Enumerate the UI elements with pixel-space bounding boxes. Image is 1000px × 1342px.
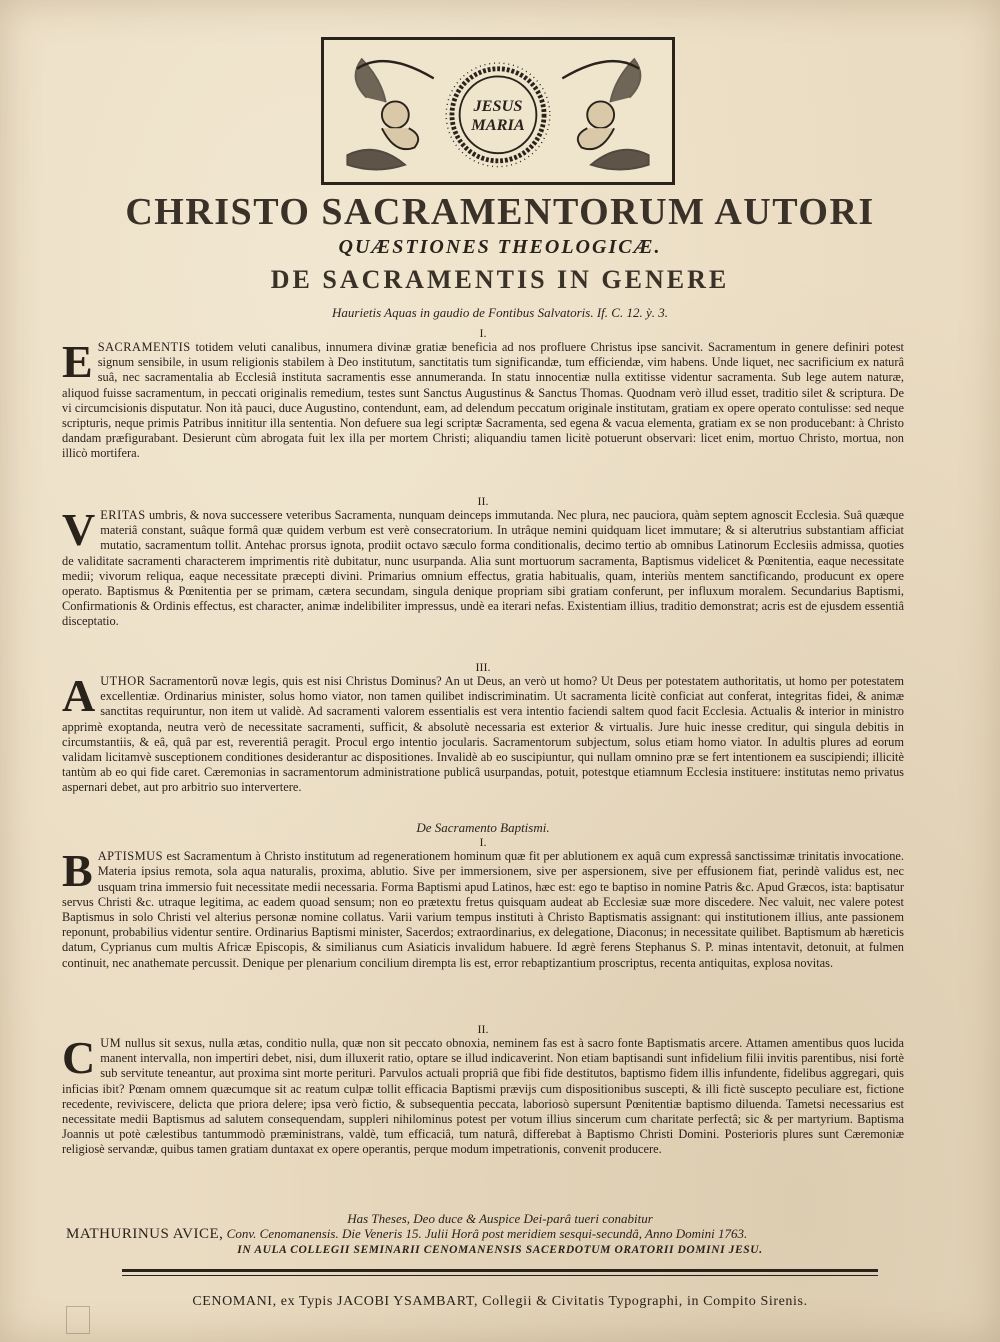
- section-number: III.: [475, 660, 491, 674]
- section-1: [62, 326, 904, 462]
- drop-cap: C: [62, 1032, 96, 1083]
- section-number: I.: [479, 326, 487, 340]
- section-number: I.: [479, 835, 487, 850]
- left-cherub-icon: [347, 59, 433, 169]
- baptism-heading: De Sacramento Baptismi.: [416, 820, 550, 835]
- defense-details: Conv. Cenomanensis. Die Veneris 15. Julii Horâ post meridiem sesqui-secundâ, Anno Domini 1763.: [226, 1226, 748, 1241]
- section-paragraph: [62, 504, 904, 630]
- baptism-section-2: [62, 1022, 904, 1158]
- drop-cap: A: [62, 670, 96, 721]
- paragraph-text: Sacramentorũ novæ legis, quis est nisi Christus Dominus? An ut Deus, an verò ut homo? Ut Deus per potestatem authoritatis, ut homo per potestatem excellentiæ. Ordinarius minister, solus homo viator, non tamen quilibet indiscriminatim. Ut sacramenta licitè conficiat aut conferat, integritas fidei, & animæ sanctitas requiruntur, non item ut validè. Ad sacramenti valorem essentialis est vera intentio faciendi saltem quod facit Ecclesia. Actualis & interior in ministro apprimè exoptanda, neutra verò de necessitate sacramenti, sufficit, & absolutè necessaria est exterior & virtualis. Jure huic inesse creditur, qui singula debitis in circumstantiis, & eâ, quâ par est, reverentiâ peragit. Procul ergo intentio jocularis. Sacramentorum subjectum, solus etiam homo viator. In adultis plures ad eorum validam licitamvè susceptionem conditiones desiderantur ac dispositiones. Invalidè ab eo suscipiuntur, qui nullam omnino præ se fert intentionem ea suscipiendi; illicitè tantùm ab eo qui fide caret. Cæremonias in sacramentorum administratione publicâ usurpandas, potuit, potestque etiamnum Ecclesia instituere: institutas nemo privatus aspernari debet, aut pro arbitrio suo intervertere.: [62, 674, 904, 795]
- paragraph-text: nullus sit sexus, nulla ætas, conditio nulla, quæ non sit peccato obnoxia, neminem fas est à sacro fonte Baptismatis arcere. Attamen amentibus quos lucida manent intervalla, non impertiri debet, nisi, dum illuxerit ratio, optare se illud indicaverint. Non etiam baptisandi sunt infidelium filii invitis parentibus, nisi fortè sub servitute teneantur, aut proxima sint morte perituri. Parvulos actuali propriâ que fibi fide destitutos, baptismo fidem illis infundente, fidelibus aggregari, quis inficias ibit? Pœnam omnem quæcumque sit ac reatum culpæ tollit efficacia Baptismi prævijs cum dispositionibus suscepti, & illi fictè suscepto peculiare est, fictione recedente, reviviscere, delicta que priora delere; ipsa verò fictio, & subsequentia peccata, laboriosò supersunt Pœnitentiæ baptismo diluenda. Tametsi necessarius est necessitate medii Baptismus ad salutem consequendam, suppleri nihilominus potest per votum illius sincerum cum charitate perfectâ; sic & per martyrium. Baptisma Joannis ut potè cælestibus tantummodò præministrans, valdè, tum efficaciâ, tum naturâ, differebat à Baptismo Christi Domini. Posterioris plures sunt Cæremoniæ religiosè servandæ, quibus tamen gratiam duntaxat ex opere operantis, perque modum impetrationis, convenit producere.: [62, 1036, 904, 1157]
- section-2: [62, 494, 904, 630]
- section-3: [62, 660, 904, 796]
- lead-word: UTHOR: [100, 674, 146, 688]
- lead-word: SACRAMENTIS: [97, 340, 191, 354]
- defendant-name: MATHURINUS AVICE,: [66, 1226, 224, 1242]
- lead-word: ERITAS: [100, 508, 146, 522]
- lead-word: UM: [100, 1036, 122, 1050]
- section-number: II.: [477, 494, 489, 508]
- closing-line-2: [66, 1226, 946, 1243]
- paragraph-text: umbris, & nova successere veteribus Sacramenta, nunquam deinceps immutanda. Nec plura, nec pauciora, quàm septem agnoscit Ecclesia. Suâ quæque materiâ constant, suâque formâ quæ quidem verbum est verè consecratorium. In utrâque nemini quidquam licet immutare; & si alterutrius substantiam afficiat mutatio, sacramentum tollit. Antehac prorsus ignota, prodiit octavo sæculo forma conditionalis, decimo tertio ab omnibus Latinorum Ecclesiis admissa, quoties de validitate sacramenti characterem imprimentis ritè dubitatur, nunc usurpanda. Alia sunt mortuorum sacramenta, Baptismus videlicet & Pœnitentia, eaque necessitate medii; vivorum reliqua, eaque necessitate præcepti divini. Primarius omnium effectus, gratia habitualis, quam, interiùs mentem sanctificando, producunt ex opere operato. Baptismus & Pœnitentia per se primam, cætera secundam, singula denique propriam sibi gratiam conferunt, per influxum moralem. Secundarius Baptismi, Confirmationis & Ordinis effectus, est character, animæ indelibiliter impressus, undè ea iterari nefas. Existentiam illius, traditio demonstrat; acris est de ejusdem essentiâ disceptatio.: [62, 508, 904, 629]
- closing-line-1: Has Theses, Deo duce & Auspice Dei-parâ tueri conabitur: [347, 1211, 653, 1226]
- section-paragraph: [62, 1032, 904, 1158]
- emblem-text-maria: MARIA: [471, 115, 525, 135]
- printer-imprint: CENOMANI, ex Typis JACOBI YSAMBART, Collegii & Civitatis Typographi, in Compito Sirenis.: [192, 1294, 808, 1309]
- baptism-section-1: [62, 820, 904, 971]
- library-stamp-icon: [66, 1306, 90, 1334]
- divider-rule-thin: [122, 1275, 878, 1276]
- emblem-illustration: [324, 40, 672, 182]
- woodcut-emblem: [321, 37, 675, 185]
- section-paragraph: [62, 670, 904, 796]
- section-number: II.: [477, 1022, 489, 1036]
- subject-heading: DE SACRAMENTIS IN GENERE: [270, 265, 730, 294]
- divider-rule-thick: [122, 1269, 878, 1272]
- drop-cap: V: [62, 504, 96, 555]
- drop-cap: B: [62, 845, 93, 897]
- section-paragraph: [62, 336, 904, 462]
- main-title: CHRISTO SACRAMENTORUM AUTORI: [125, 191, 875, 233]
- emblem-text-jesus: JESUS: [473, 96, 523, 115]
- right-cherub-icon: [562, 59, 648, 169]
- paragraph-text: est Sacramentum à Christo institutum ad regenerationem hominum quæ fit per ablutionem ex aquâ cum expressâ sanctissimæ trinitatis invocatione. Materia ipsius remota, sola aqua naturalis, proxima, ablutio. Sive per immersionem, sive per aspersionem, sive per effusionem fiat, perindè validus est, nec usquam trina immersio fuit necessitate medii necessaria. Forma Baptismi apud Latinos, hæc est: ego te baptiso in nomine Patris &c. Apud Græcos, ista: baptisatur servus Christi &c. utraque legitima, ac eadem quoad sensum; non eo prætextu fretus quisquam audeat ab Ecclesiæ suæ more discedere. Nec valuit, nec valere potest Baptismus in solo Christi vel alterius personæ nomine collatus. Varii varium tempus instituti à Christo Baptismatis assignant: qui institutionem illius, ante passionem reponunt, probabilius videntur sentire. Ordinarius Baptismi minister, Sacerdos; extraordinarius, ex delegatione, Diaconus; in necessitate quilibet. Baptismum ab hæreticis datum, Cyprianus cum multis Africæ Episcopis, & similianus cum Asiaticis invalidum habuere. Id ægrè ferens Stephanus S. P. minas intentavit, detonuit, at fulmen continuit, nec anathemate percussit. Denique per plenarium concilium dirempta lis est, error rebaptizantium proscriptus, recenta antiquitas, explosa novitas.: [62, 849, 904, 970]
- venue-line: IN AULA COLLEGII SEMINARII CENOMANENSIS SACERDOTUM ORATORII DOMINI JESU.: [237, 1244, 763, 1256]
- paragraph-text: totidem veluti canalibus, innumera divinæ gratiæ beneficia ad nos profluere Christus ipse sancivit. Sacramentum in genere definiri potest signum sensibile, in usum religionis stabilem à Deo institutum, sanctitatis tum significandæ, tum efficiendæ, vim habens. Unde liquet, nec sacrificium ex naturâ suâ, nec sacramentalia ab Ecclesiâ instituta sacramentis esse annumeranda. In statu innocentiæ nulla extitisse videntur sacramenta. Sub lege autem naturæ, aliquod fuisse sacramentum, in peccati originalis remedium, testes sunt Sanctus Augustinus & Sanctus Thomas. Quodnam verò illud esset, traditio silet & scriptura. De vi circumcisionis disputatur. Non ità pauci, duce Augustino, contendunt, eam, ad delendum peccatum originale institutam, gratiam ex opere operato contulisse: sed neque scripturis, neque primis Patribus innititur illa sententia. Non defuere sua legi scriptæ Sacramenta, sed egena & vacua elementa, gratiam ex se non producebant: à Christo dandam præfigurabant. Desierunt cùm abrogata fuit lex illa per mortem Christi; aliquandiu tamen licitè potuerunt observari: licet enim, mortuo Christo, mortua, non illicò mortifera.: [62, 340, 904, 461]
- drop-cap: E: [62, 336, 93, 387]
- epigraph: Haurietis Aquas in gaudio de Fontibus Salvatoris. If. C. 12. ỳ. 3.: [332, 305, 668, 320]
- subtitle: QUÆSTIONES THEOLOGICÆ.: [338, 236, 662, 258]
- section-paragraph: [62, 845, 904, 971]
- lead-word: APTISMUS: [97, 849, 163, 864]
